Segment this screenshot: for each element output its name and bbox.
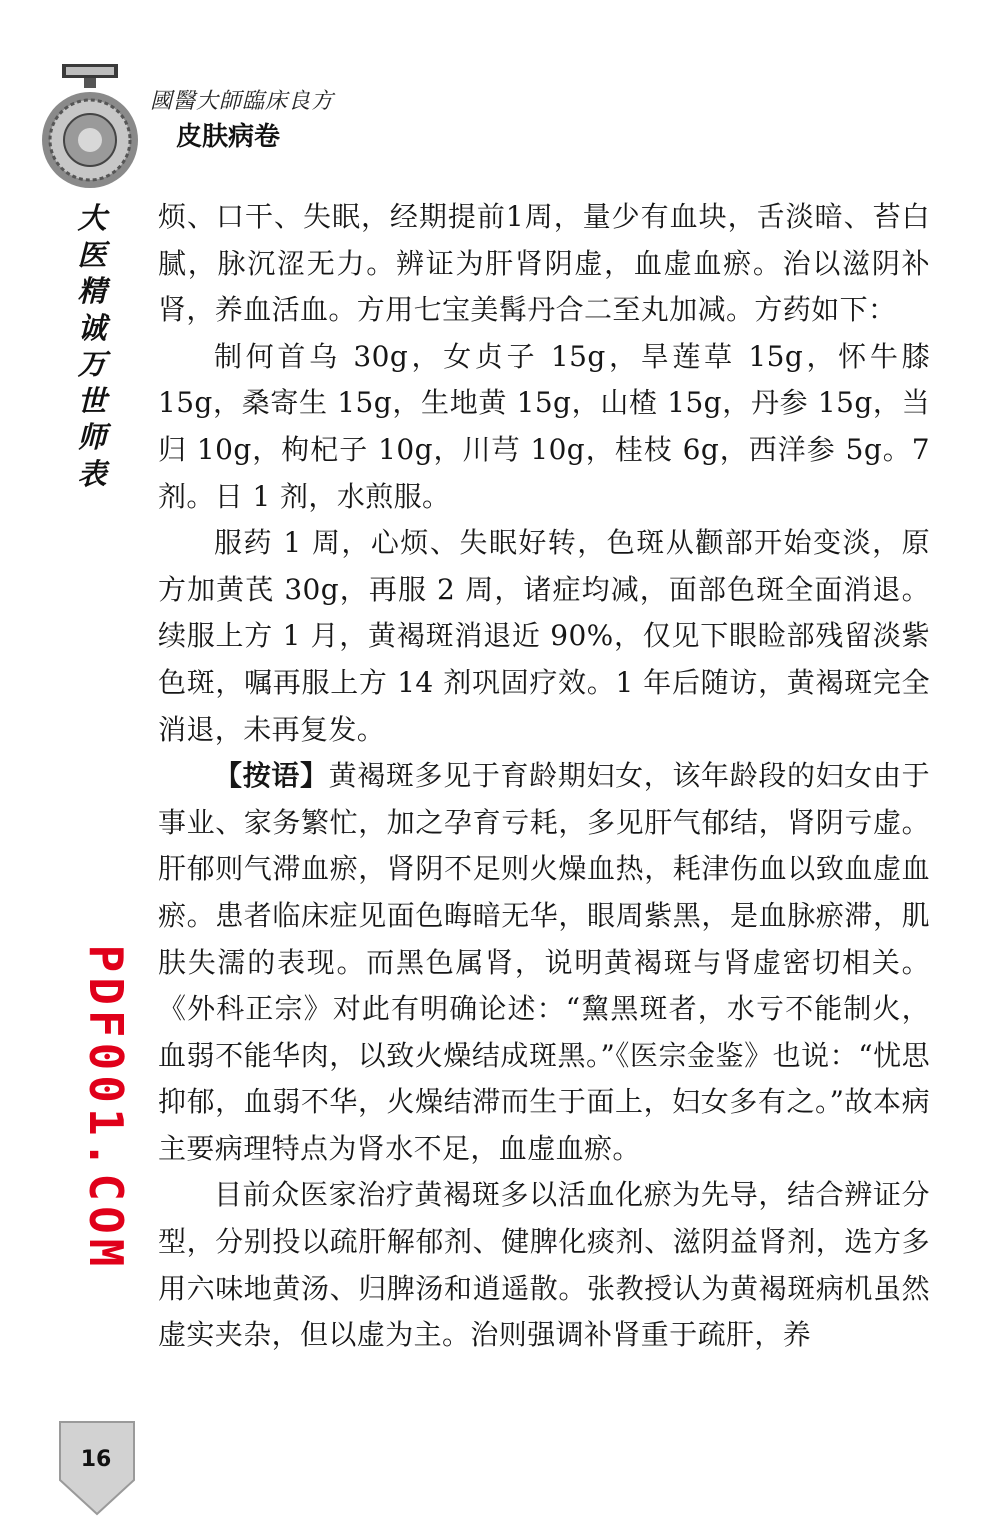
page-number: 16	[80, 1447, 112, 1472]
series-title: 國醫大師臨床良方	[150, 89, 335, 114]
paragraph: 服药 1 周，心烦、失眠好转，色斑从颧部开始变淡，原方加黄芪 30g，再服 2 周，诸症均减，面部色斑全面消退。续服上方 1 月，黄褐斑消退近 90%，仅见下眼睑部残留淡紫色斑，嘱再服上方 14 剂巩固疗效。1 年后随访，黄褐斑完全消退，未再复发。	[158, 526, 930, 746]
paragraph	[158, 753, 930, 1172]
motto-char: 万	[77, 347, 107, 381]
motto-char: 师	[77, 420, 107, 454]
motto-char: 世	[77, 383, 107, 418]
note-tag: 【按语】	[214, 759, 329, 793]
paragraph: 目前众医家治疗黄褐斑多以活血化瘀为先导，结合辨证分型，分别投以疏肝解郁剂、健脾化痰剂、滋阴益肾剂，选方多用六味地黄汤、归脾汤和逍遥散。张教授认为黄褐斑病机虽然虚实夹杂，但以虚为主。治则强调补肾重于疏肝，养	[158, 1178, 930, 1352]
watermark-text: PDF001.COM	[79, 944, 133, 1272]
motto-char: 医	[77, 237, 107, 272]
volume-title: 皮肤病卷	[176, 122, 281, 152]
medal-emblem	[40, 62, 140, 192]
body-text	[158, 194, 930, 1359]
note-text: 黄褐斑多见于育龄期妇女，该年龄段的妇女由于事业、家务繁忙，加之孕育亏耗，多见肝气郁结，肾阴亏虚。肝郁则气滞血瘀，肾阴不足则火燥血热，耗津伤血以致血虚血瘀。患者临床症见面色晦暗无华，眼周紫黑，是血脉瘀滞，肌肤失濡的表现。而黑色属肾，说明黄褐斑与肾虚密切相关。《外科正宗》对此有明确论述：“黧黑斑者，水亏不能制火，血弱不能华肉，以致火燥结成斑黑。”《医宗金鉴》也说：“忧思抑郁，血弱不华，火燥结滞而生于面上，妇女多有之。”故本病主要病理特点为肾水不足，血虚血瘀。	[158, 759, 930, 1165]
side-motto	[74, 200, 110, 492]
paragraph: 烦、口干、失眠，经期提前1周，量少有血块，舌淡暗、苔白腻，脉沉涩无力。辨证为肝肾阴虚，血虚血瘀。治以滋阴补肾，养血活血。方用七宝美髯丹合二至丸加减。方药如下：	[158, 200, 930, 327]
motto-char: 精	[77, 274, 107, 308]
motto-char: 大	[77, 201, 107, 235]
motto-char: 诚	[77, 310, 107, 345]
paragraph: 制何首乌 30g，女贞子 15g，旱莲草 15g，怀牛膝 15g，桑寄生 15g，生地黄 15g，山楂 15g，丹参 15g，当归 10g，枸杞子 10g，川芎 10g，桂枝 6g，西洋参 5g。7 剂。日 1 剂，水煎服。	[158, 339, 930, 513]
motto-char: 表	[77, 456, 107, 491]
